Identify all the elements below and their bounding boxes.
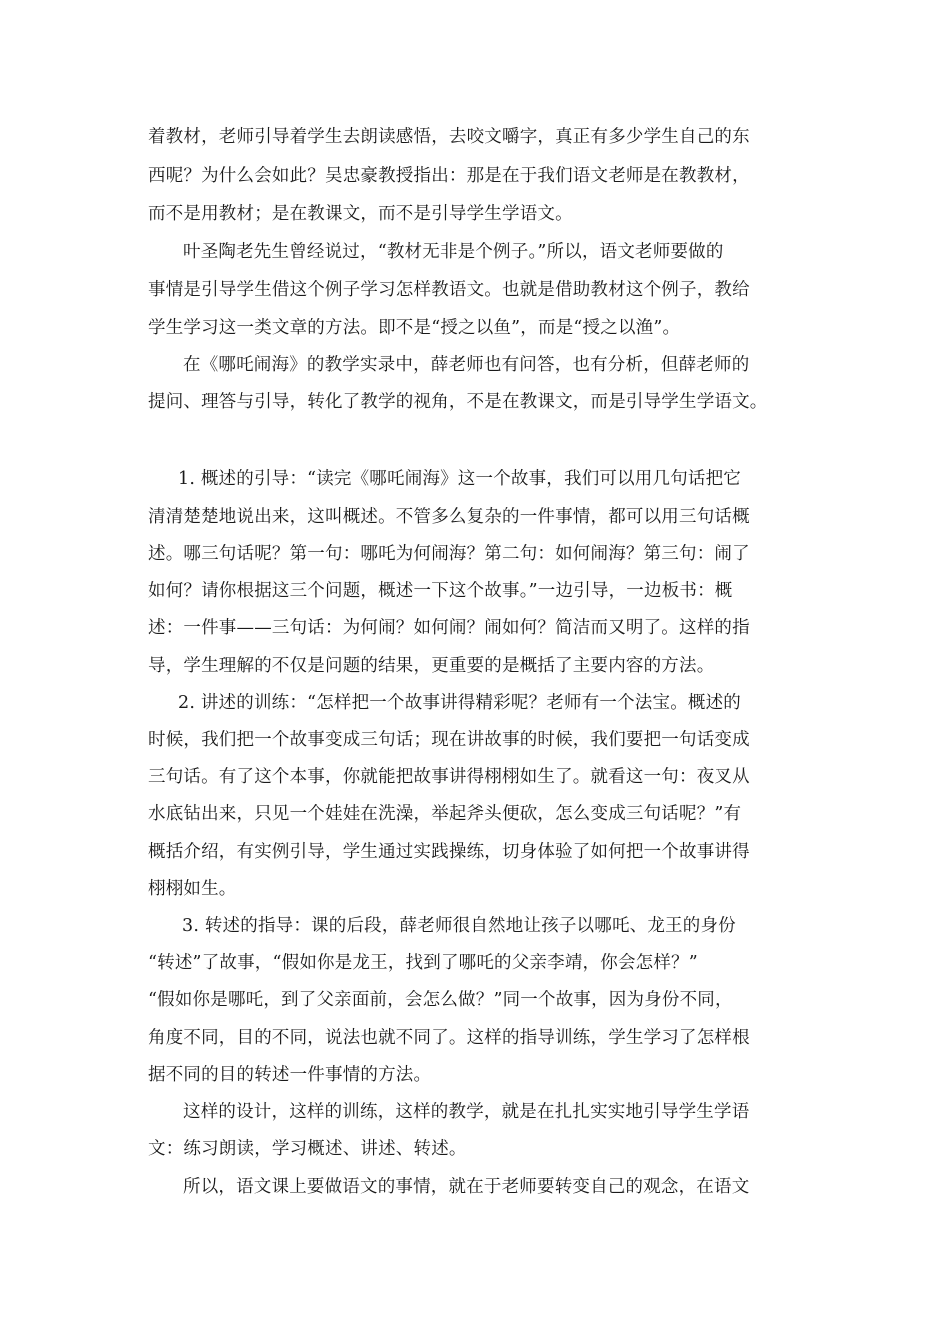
text-line: 导，学生理解的不仅是问题的结果，更重要的是概括了主要内容的方法。 xyxy=(148,656,715,676)
text-line: 水底钻出来，只见一个娃娃在洗澡，举起斧头便砍，怎么变成三句话呢？”有 xyxy=(148,804,742,824)
text-line: 述：一件事——三句话：为何闹？如何闹？闹如何？简洁而又明了。这样的指 xyxy=(148,618,750,638)
text-line: “转述”了故事，“假如你是龙王，找到了哪吒的父亲李靖，你会怎样？” xyxy=(148,953,698,973)
text-line: 西呢？为什么会如此？吴忠豪教授指出：那是在于我们语文老师是在教教材， xyxy=(148,166,750,186)
text-line: 2. 讲述的训练：“怎样把一个故事讲得精彩呢？老师有一个法宝。概述的 xyxy=(178,693,742,713)
text-line: 提问、理答与引导，转化了教学的视角，不是在教课文，而是引导学生学语文。 xyxy=(148,392,768,412)
text-line: 述。哪三句话呢？第一句：哪吒为何闹海？第二句：如何闹海？第三句：闹了 xyxy=(148,544,750,564)
text-line: 叶圣陶老先生曾经说过，“教材无非是个例子。”所以，语文老师要做的 xyxy=(183,242,724,262)
text-line: 文：练习朗读，学习概述、讲述、转述。 xyxy=(148,1139,467,1159)
text-line: “假如你是哪吒，到了父亲面前，会怎么做？”同一个故事，因为身份不同， xyxy=(148,990,733,1010)
text-line: 如何？请你根据这三个问题，概述一下这个故事。”一边引导，一边板书：概 xyxy=(148,581,733,601)
text-line: 这样的设计，这样的训练，这样的教学，就是在扎扎实实地引导学生学语 xyxy=(183,1102,750,1122)
text-line: 在《哪吒闹海》的教学实录中，薛老师也有问答，也有分析，但薛老师的 xyxy=(183,355,750,375)
text-line: 着教材，老师引导着学生去朗读感悟，去咬文嚼字，真正有多少学生自己的东 xyxy=(148,127,750,147)
text-line: 事情是引导学生借这个例子学习怎样教语文。也就是借助教材这个例子，教给 xyxy=(148,280,750,300)
text-line: 概括介绍，有实例引导，学生通过实践操练，切身体验了如何把一个故事讲得 xyxy=(148,842,750,862)
text-line: 时候，我们把一个故事变成三句话；现在讲故事的时候，我们要把一句话变成 xyxy=(148,730,750,750)
text-line: 据不同的目的转述一件事情的方法。 xyxy=(148,1065,432,1085)
text-line: 三句话。有了这个本事，你就能把故事讲得栩栩如生了。就看这一句：夜叉从 xyxy=(148,767,750,787)
text-line: 清清楚楚地说出来，这叫概述。不管多么复杂的一件事情，都可以用三句话概 xyxy=(148,507,750,527)
text-line: 栩栩如生。 xyxy=(148,879,237,899)
text-line: 而不是用教材；是在教课文，而不是引导学生学语文。 xyxy=(148,204,573,224)
text-line: 3. 转述的指导：课的后段，薛老师很自然地让孩子以哪吒、龙王的身份 xyxy=(182,916,736,936)
text-line: 角度不同，目的不同，说法也就不同了。这样的指导训练，学生学习了怎样根 xyxy=(148,1028,750,1048)
text-line: 1. 概述的引导：“读完《哪吒闹海》这一个故事，我们可以用几句话把它 xyxy=(178,469,742,489)
text-line: 学生学习这一类文章的方法。即不是“授之以鱼”，而是“授之以渔”。 xyxy=(148,318,681,338)
text-line: 所以，语文课上要做语文的事情，就在于老师要转变自己的观念，在语文 xyxy=(183,1177,750,1197)
